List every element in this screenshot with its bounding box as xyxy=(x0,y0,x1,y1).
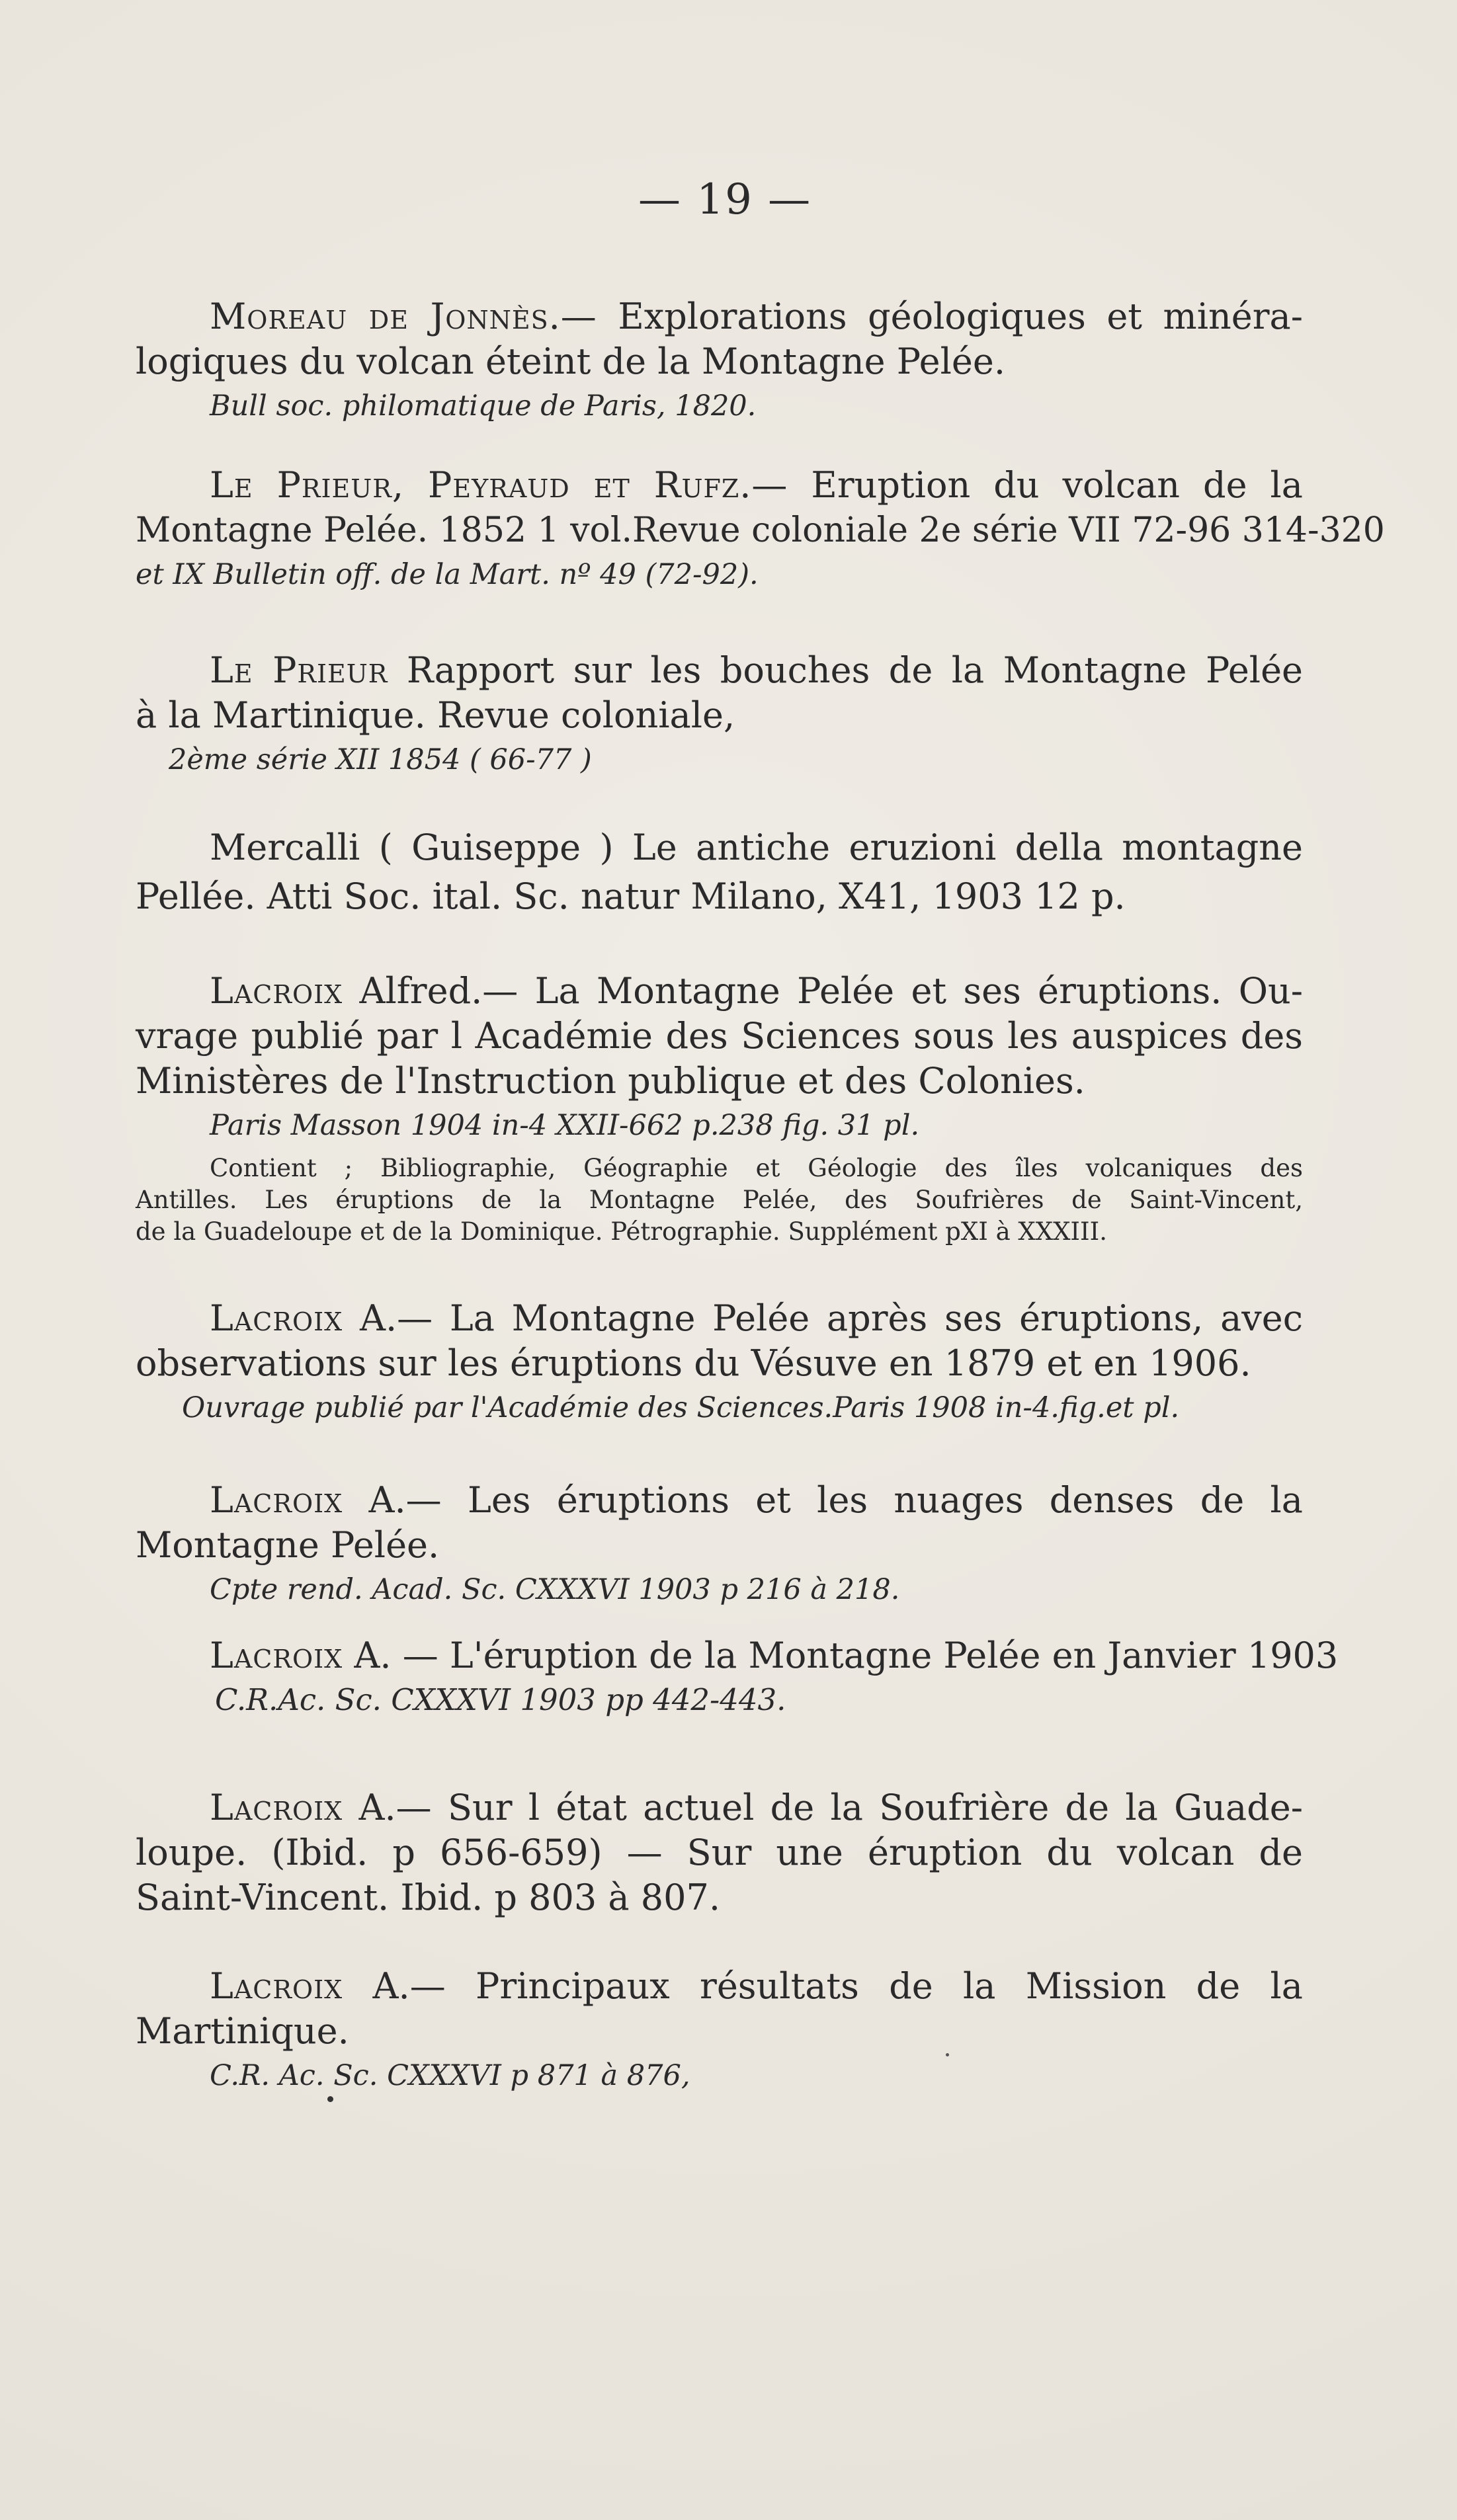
bibliography-entry-lacroix-eruption-janvier xyxy=(136,1633,1339,1722)
citation: 2ème série XII 1854 ( 66-77 ) xyxy=(169,743,592,776)
entry-line: Pellée. Atti Soc. ital. Sc. natur Milano, X41, 1903 12 p. xyxy=(136,875,1126,917)
entry-line xyxy=(136,1478,1303,1523)
entry-line: loupe. (Ibid. p 656-659) — Sur une éruption du volcan de xyxy=(136,1832,1303,1873)
entry-line xyxy=(136,1296,1303,1341)
bibliography-entry-moreau xyxy=(136,294,1303,428)
citation: Ouvrage publié par l'Académie des Sciences.Paris 1908 in-4.fig.et pl. xyxy=(182,1391,1180,1424)
author-name: Le Prieur xyxy=(210,649,388,691)
citation: Bull soc. philomatique de Paris, 1820. xyxy=(210,389,757,423)
entry-line xyxy=(136,1785,1303,1830)
bibliography-entry-lacroix-nuages-denses xyxy=(136,1478,1303,1611)
entry-line: vrage publié par l Académie des Sciences sous les auspices des xyxy=(136,1015,1303,1057)
entry-text: A.— Principaux résultats de la Mission de la xyxy=(343,1965,1303,2007)
author-name: Lacroix xyxy=(210,1297,343,1339)
author-name: Moreau de Jonnès.— xyxy=(210,296,597,337)
bibliography-entry-lacroix-apres-eruptions xyxy=(136,1296,1303,1430)
entry-line: Saint-Vincent. Ibid. p 803 à 807. xyxy=(136,1877,720,1918)
entry-line: Mercalli ( Guiseppe ) Le antiche eruzioni della montagne xyxy=(210,827,1303,868)
contents-note: Contient ; Bibliographie, Géographie et Géologie des îles volcaniques des xyxy=(210,1154,1303,1182)
bibliography-entry-prieur-peyraud-rufz xyxy=(136,463,1385,596)
entry-text: A.— Les éruptions et les nuages denses de la xyxy=(343,1479,1303,1521)
author-name: Lacroix xyxy=(210,1965,343,2007)
bibliography-entry-lacroix-montagne-pelee xyxy=(136,969,1303,1248)
entry-line: Montagne Pelée. xyxy=(136,1524,440,1566)
entry-text: A. — L'éruption de la Montagne Pelée en Janvier 1903 xyxy=(343,1635,1339,1676)
citation: et IX Bulletin off. de la Mart. nº 49 (72-92). xyxy=(136,558,759,591)
author-name: Lacroix xyxy=(210,1479,343,1521)
entry-line: Ministères de l'Instruction publique et des Colonies. xyxy=(136,1060,1085,1102)
entry-text: Rapport sur les bouches de la Montagne Pelée xyxy=(388,649,1303,691)
citation: Cpte rend. Acad. Sc. CXXXVI 1903 p 216 à 218. xyxy=(210,1573,900,1606)
contents-note: de la Guadeloupe et de la Dominique. Pétrographie. Supplément pXI à XXXIII. xyxy=(136,1217,1108,1246)
entry-text: Eruption du volcan de la xyxy=(788,464,1303,506)
entry-line: Montagne Pelée. 1852 1 vol.Revue coloniale 2e série VII 72-96 314-320 xyxy=(136,510,1385,550)
author-name: Lacroix xyxy=(210,1635,343,1676)
entry-text: Explorations géologiques et minéra- xyxy=(597,296,1303,337)
bibliography-entry-lacroix-mission xyxy=(136,1964,1303,2097)
entry-line: logiques du volcan éteint de la Montagne Pelée. xyxy=(136,341,1005,382)
entry-line xyxy=(136,294,1303,339)
entry-line: observations sur les éruptions du Vésuve en 1879 et en 1906. xyxy=(136,1342,1251,1384)
bibliography-entry-lacroix-soufriere xyxy=(136,1785,1303,1920)
entry-text: Alfred.— La Montagne Pelée et ses éruptions. Ou- xyxy=(343,970,1303,1012)
author-name: Lacroix xyxy=(210,1787,343,1828)
bibliography-entry-mercalli xyxy=(136,823,1303,921)
ink-dot xyxy=(946,2053,949,2056)
entry-text: A.— La Montagne Pelée après ses éruptions, avec xyxy=(343,1297,1303,1339)
author-name: Lacroix xyxy=(210,970,343,1012)
entry-line: Martinique. xyxy=(136,2010,349,2052)
entry-line xyxy=(136,1964,1303,2009)
entry-line xyxy=(136,463,1303,508)
contents-note: Antilles. Les éruptions de la Montagne Pelée, des Soufrières de Saint-Vincent, xyxy=(136,1186,1303,1214)
entry-text: A.— Sur l état actuel de la Soufrière de la Guade- xyxy=(343,1787,1303,1828)
entry-line xyxy=(136,969,1303,1014)
ink-dot xyxy=(327,2096,333,2102)
citation: C.R.Ac. Sc. CXXXVI 1903 pp 442-443. xyxy=(215,1682,786,1717)
author-name: Le Prieur, Peyraud et Rufz.— xyxy=(210,464,788,506)
entry-line xyxy=(136,1633,1339,1678)
citation: Paris Masson 1904 in-4 XXII-662 p.238 fig. 31 pl. xyxy=(210,1109,920,1142)
entry-line: à la Martinique. Revue coloniale, xyxy=(136,694,735,736)
citation: C.R. Ac. Sc. CXXXVI p 871 à 876, xyxy=(210,2059,690,2092)
page-number: — 19 — xyxy=(638,175,812,224)
bibliography-entry-prieur-rapport xyxy=(136,648,1303,782)
entry-line xyxy=(136,648,1303,693)
